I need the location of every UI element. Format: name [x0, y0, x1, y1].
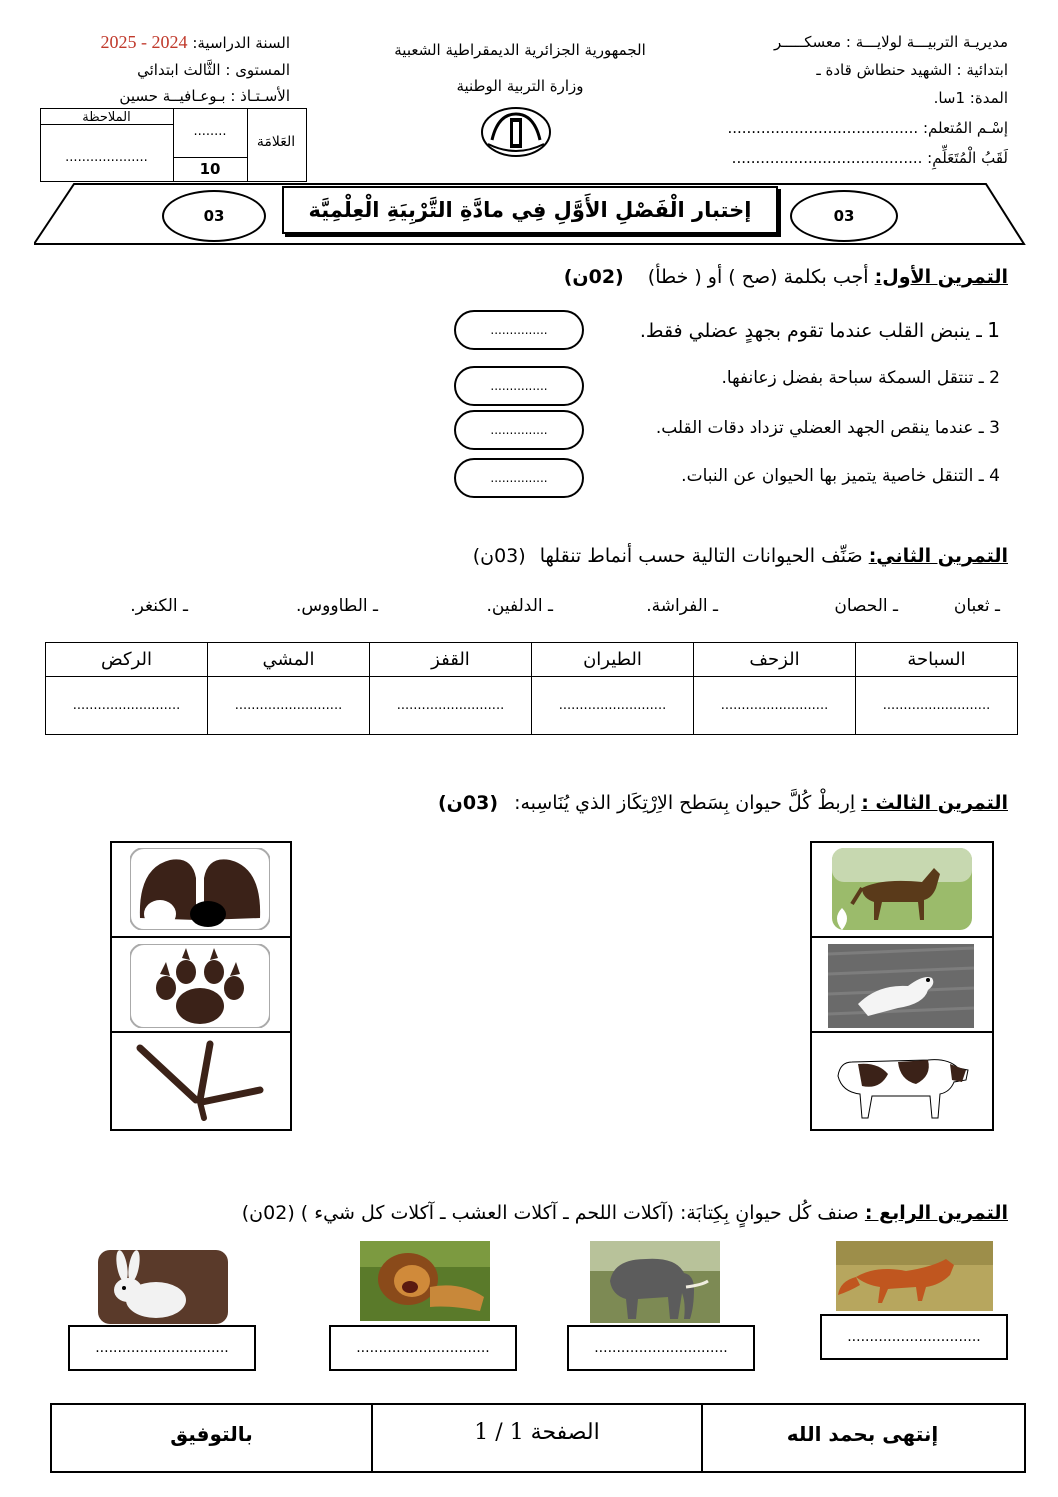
ex1-answer-3[interactable]: ............... — [454, 410, 584, 450]
elephant-photo — [590, 1241, 720, 1323]
blank-flying[interactable]: .......................... — [532, 677, 694, 735]
ex2-animal-4: ـ الدلفين. — [486, 596, 553, 616]
teacher: الأسـتـاذ : بـوعـافيــة حسين — [119, 87, 290, 105]
paw-print-image[interactable] — [130, 944, 270, 1028]
blank-swimming[interactable]: .......................... — [856, 677, 1018, 735]
exam-title: إختبار الْفَصْلِ الأَوَّلِ فِي مادَّةِ التَّرْبِيَةِ الْعِلْمِيَّة — [282, 186, 778, 234]
hoof-print-image[interactable] — [130, 848, 270, 930]
ex2-animal-1: ـ ثعبان — [953, 596, 1000, 616]
fox-answer[interactable]: .............................. — [820, 1314, 1008, 1360]
footer-page-number: الصفحة 1 / 1 — [474, 1420, 600, 1445]
ex1-item-3: 3 ـ عندما ينقص الجهد العضلي تزداد دقات القلب. — [655, 418, 1000, 438]
emblem-logo — [478, 104, 554, 160]
ex1-item-1: 1 ـ ينبض القلب عندما تقوم بجهدٍ عضلي فقط. — [639, 318, 1000, 342]
blank-running[interactable]: .......................... — [46, 677, 208, 735]
score-dots[interactable]: ........ — [193, 124, 227, 139]
level: المستوى : الثَّالث ابتدائي — [137, 61, 290, 79]
ex2-animal-3: ـ الفراشة. — [646, 596, 718, 616]
exercise1-points: (02ن) — [563, 266, 624, 288]
exercise4-instruction: صنف كُل حيوانٍ بِكِتابَة: (آكلات اللحم ـ آكلات العشب ـ آكلات كل شيء ) — [300, 1202, 859, 1224]
exercise4-points: (02ن) — [241, 1202, 295, 1224]
student-surname-field[interactable]: لَقَبُ الْمُتَعَلِّمِ: ........................................ — [731, 149, 1008, 167]
ministry-title: وزارة التربية الوطنية — [456, 77, 584, 95]
bird-foot-print-image[interactable] — [130, 1040, 270, 1122]
banner-left-oval: 03 — [162, 190, 266, 242]
exercise3-points: (03ن) — [437, 792, 499, 814]
footer-end: إنتهى بحمد الله — [786, 1422, 939, 1446]
cow-photo[interactable] — [828, 1040, 974, 1122]
school-year-label: السنة الدراسية: — [192, 34, 290, 52]
blank-crawling[interactable]: .......................... — [694, 677, 856, 735]
rabbit-photo — [98, 1250, 228, 1324]
remark-value[interactable]: .................... — [65, 150, 148, 165]
school-name: ابتدائية : الشهيد حنطاش قادة ـ — [816, 61, 1008, 79]
exercise3-instruction: اِربطْ كُلَّ حيوان بِسَطح الاِرْتِكَاز الذي يُنَاسِبه: — [514, 792, 856, 814]
exercise1-instruction: أجب بكلمة (صح ) أو ( خطأ) — [647, 266, 869, 288]
student-name-field[interactable]: إسْـم المُتعلم: ........................................ — [727, 119, 1008, 137]
exercise1-label: التمرين الأول: — [874, 266, 1008, 288]
banner-right-oval: 03 — [790, 190, 898, 242]
column-jumping: القفز — [370, 643, 532, 677]
directorate: مديريـة التربيـــة لولايـــة : معسكـــــر — [773, 33, 1008, 51]
ex1-item-2: 2 ـ تنتقل السمكة سباحة بفضل زعانفها. — [721, 368, 1000, 388]
dove-photo[interactable] — [828, 944, 974, 1028]
column-walking: المشي — [208, 643, 370, 677]
ex1-answer-1[interactable]: ............... — [454, 310, 584, 350]
ex1-item-4: 4 ـ التنقل خاصية يتميز بها الحيوان عن النبات. — [681, 466, 1000, 486]
exercise2-instruction: صَنِّف الحيوانات التالية حسب أنماط تنقلها — [539, 545, 863, 567]
remark-label: الملاحظة — [82, 110, 131, 125]
republic-title: الجمهورية الجزائرية الديمقراطية الشعبية — [394, 41, 646, 59]
school-year-value: 2024 - 2025 — [100, 32, 188, 52]
exercise2-points: (03ن) — [472, 545, 526, 567]
grade-label: العَلامَة — [256, 134, 296, 150]
elephant-answer[interactable]: .............................. — [567, 1325, 755, 1371]
blank-walking[interactable]: .......................... — [208, 677, 370, 735]
column-swimming: السباحة — [856, 643, 1018, 677]
ex2-animal-2: ـ الحصان — [834, 596, 898, 616]
column-crawling: الزحف — [694, 643, 856, 677]
exercise4-label: التمرين الرابع : — [864, 1202, 1008, 1224]
ex1-answer-4[interactable]: ............... — [454, 458, 584, 498]
footer-good-luck: بالتوفيق — [170, 1422, 253, 1446]
ex2-animal-6: ـ الكنغر. — [130, 596, 188, 616]
rabbit-answer[interactable]: .............................. — [68, 1325, 256, 1371]
duration: المدة: 1سا. — [933, 89, 1008, 107]
ex1-answer-2[interactable]: ............... — [454, 366, 584, 406]
dog-photo[interactable] — [832, 848, 972, 930]
column-flying: الطيران — [532, 643, 694, 677]
fox-photo — [836, 1241, 993, 1311]
blank-jumping[interactable]: .......................... — [370, 677, 532, 735]
exercise3-label: التمرين الثالث : — [861, 792, 1008, 814]
score-total: 10 — [199, 160, 221, 178]
classification-table — [45, 642, 1018, 735]
ex2-animal-5: ـ الطاووس. — [296, 596, 378, 616]
exercise2-label: التمرين الثاني: — [868, 545, 1008, 567]
lion-answer[interactable]: .............................. — [329, 1325, 517, 1371]
lion-photo — [360, 1241, 490, 1321]
column-running: الركض — [46, 643, 208, 677]
